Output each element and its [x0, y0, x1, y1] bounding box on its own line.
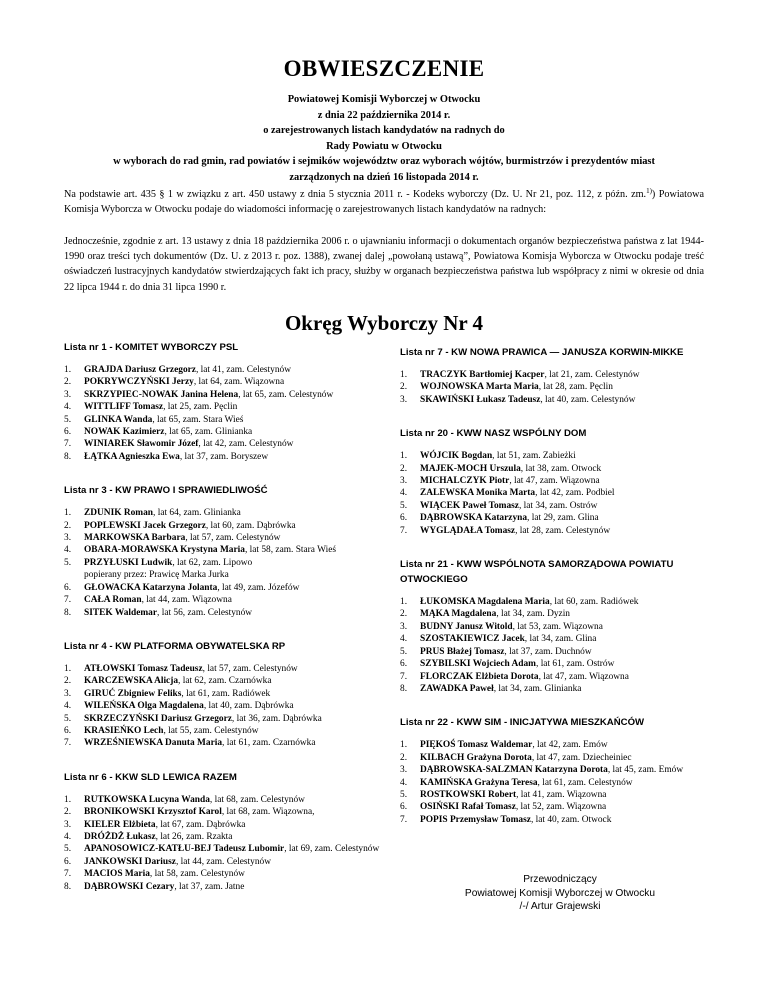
candidate-name: KAMIŃSKA Grażyna Teresa [420, 777, 538, 788]
candidate-name: WYGLĄDAŁA Tomasz [420, 525, 516, 536]
candidate-name: DĄBROWSKA Katarzyna [420, 513, 528, 524]
candidate-item [400, 381, 710, 393]
list-heading: Lista nr 1 - KOMITET WYBORCZY PSL [64, 342, 239, 353]
candidate-number: 2. [400, 463, 408, 474]
candidate-number: 8. [400, 683, 408, 694]
candidate-name: WINIAREK Sławomir Józef [84, 439, 199, 450]
candidate-item [64, 794, 384, 806]
candidate-item [64, 557, 384, 569]
candidate-item [64, 607, 384, 619]
candidate-details: , lat 68, zam. Celestynów [209, 794, 305, 805]
candidate-number: 5. [64, 713, 72, 724]
candidate-number: 2. [400, 609, 408, 620]
candidate-details: , lat 45, zam. Emów [607, 765, 684, 776]
candidate-number: 3. [64, 688, 72, 699]
subtitle-line: o zarejestrowanych listach kandydatów na radnych do [263, 125, 505, 136]
candidate-details: , lat 26, zam. Rzakta [155, 831, 233, 842]
candidate-number: 1. [64, 365, 72, 375]
candidates [400, 739, 710, 826]
candidate-name: ZALEWSKA Monika Marta [420, 488, 536, 499]
candidate-name: KIELER Elżbieta [84, 819, 156, 830]
candidate-name: TRACZYK Bartłomiej Kacper [420, 370, 545, 380]
candidate-name: ROSTKOWSKI Robert [420, 789, 517, 800]
candidate-item [64, 737, 384, 749]
candidate-item [400, 394, 710, 406]
candidate-details: , lat 58, zam. Stara Wieś [244, 545, 337, 556]
candidate-item [64, 856, 384, 868]
footnote-marker: 1) [646, 187, 652, 195]
candidate-item [400, 369, 710, 381]
signature-role: Przewodniczący [523, 874, 597, 885]
candidate-number: 2. [64, 520, 72, 531]
candidate-number: 1. [400, 597, 408, 608]
candidate-list [400, 345, 710, 406]
candidate-number: 3. [400, 476, 408, 487]
candidate-name: MICHALCZYK Piotr [420, 476, 510, 487]
candidate-name: NOWAK Kazimierz [84, 427, 165, 438]
candidate-item [64, 507, 384, 519]
candidates [64, 663, 384, 750]
candidate-name: PIĘKOŚ Tomasz Waldemar [420, 740, 533, 751]
candidate-item [64, 843, 384, 855]
candidate-details: , lat 21, zam. Celestynów [544, 370, 640, 380]
candidate-item [64, 688, 384, 700]
candidate-number: 5. [400, 789, 408, 800]
candidate-item [64, 868, 384, 880]
candidate-item [400, 525, 710, 537]
candidate-number: 4. [400, 488, 408, 499]
candidate-item [400, 801, 710, 813]
candidate-details: , lat 47, zam. Wiązowna [509, 476, 600, 487]
candidate-details: , lat 42, zam. Emów [532, 740, 608, 751]
candidate-name: WRZEŚNIEWSKA Danuta Maria [84, 738, 223, 749]
candidate-item [64, 582, 384, 594]
candidate-name: ZDUNIK Roman [84, 508, 154, 519]
candidate-details: , lat 34, zam. Glinianka [493, 683, 582, 694]
candidate-details: , lat 47, zam. Dziecheiniec [531, 752, 632, 763]
legal-basis-text: Na podstawie art. 435 § 1 w związku z art. 450 ustawy z dnia 5 stycznia 2011 r. - Kodeks wyborczy (Dz. U. Nr 21, poz. 112, z późn. zm. [64, 189, 647, 200]
candidate-item [64, 675, 384, 687]
candidate-list [64, 639, 384, 750]
candidate-name: BUDNY Janusz Witold [420, 621, 513, 632]
candidate-item [400, 671, 710, 683]
candidate-details: , lat 53, zam. Wiązowna [512, 621, 603, 632]
candidate-number: 6. [64, 856, 72, 867]
candidate-number: 6. [64, 427, 72, 438]
candidate-details: , lat 40, zam. Dąbrówka [203, 701, 294, 712]
candidate-list [400, 557, 710, 695]
candidate-details: , lat 64, zam. Wiązowna [193, 377, 285, 388]
district-title: Okręg Wyborczy Nr 4 [284, 311, 484, 335]
candidate-details: , lat 61, zam. Radiówek [181, 688, 271, 699]
candidate-item [64, 663, 384, 675]
candidate-item [400, 608, 710, 620]
candidate-number: 1. [64, 663, 72, 674]
candidate-details: , lat 57, zam. Celestynów [202, 663, 298, 674]
candidate-name: SKAWIŃSKI Łukasz Tadeusz [420, 394, 541, 405]
candidate-number: 7. [400, 814, 408, 825]
candidate-details: , lat 51, zam. Zabieżki [492, 451, 576, 462]
candidate-number: 2. [64, 676, 72, 687]
candidate-details: , lat 36, zam. Dąbrówka [231, 713, 322, 724]
candidate-details: , lat 52, zam. Wiązowna [515, 802, 607, 813]
candidate-name: POPLEWSKI Jacek Grzegorz [84, 520, 206, 531]
candidate-number: 3. [64, 389, 72, 400]
candidate-details: , lat 40, zam. Celestynów [540, 394, 636, 405]
candidate-item [400, 777, 710, 789]
candidate-details: , lat 68, zam. Wiązowna, [221, 807, 315, 818]
candidate-list [64, 340, 384, 463]
candidate-details: , lat 42, zam. Celestynów [198, 439, 294, 450]
candidate-number: 5. [64, 557, 72, 568]
candidate-number: 2. [400, 382, 408, 393]
subtitle-line: Powiatowej Komisji Wyborczej w Otwocku [287, 94, 481, 105]
candidate-number: 3. [64, 819, 72, 830]
candidate-name: GŁOWACKA Katarzyna Jolanta [84, 582, 218, 593]
candidate-details: , lat 44, zam. Wiązowna [141, 595, 232, 606]
candidate-number: 1. [400, 451, 408, 462]
candidate-name: MACIOS Maria [84, 869, 150, 880]
candidates [400, 450, 710, 537]
candidate-name: RUTKOWSKA Lucyna Wanda [84, 794, 210, 805]
candidate-number: 6. [64, 725, 72, 736]
candidate-number: 5. [400, 646, 408, 657]
candidate-item [400, 739, 710, 751]
candidate-name: APANOSOWICZ-KATŁU-BEJ Tadeusz Lubomir [84, 844, 285, 855]
legal-basis-text-end: ) Powiatowa Komisja Wyborcza w Otwocku podaje do wiadomości informację o zarejestrowanych listach kandydatów na radnych: [64, 189, 704, 216]
candidate-details: , lat 69, zam. Celestynów [284, 844, 380, 855]
candidate-name: KILBACH Grażyna Dorota [420, 752, 532, 763]
candidate-name: WÓJCIK Bogdan [420, 451, 493, 462]
candidates [400, 596, 710, 695]
candidate-details: , lat 61, zam. Czarnówka [222, 738, 316, 749]
candidate-number: 1. [400, 740, 408, 751]
candidate-details: , lat 34, zam. Glina [524, 634, 597, 645]
candidate-details: , lat 62, zam. Czarnówka [178, 676, 272, 687]
candidate-name: KRASIEŃKO Lech [84, 725, 164, 736]
candidates [64, 364, 384, 463]
candidate-name: BRONIKOWSKI Krzysztof Karol [84, 807, 222, 818]
candidate-name: ATŁOWSKI Tomasz Tadeusz [84, 663, 203, 674]
candidate-name: SKRZECZYŃSKI Dariusz Grzegorz [84, 713, 232, 724]
candidate-details: , lat 60, zam. Radiówek [549, 597, 639, 608]
candidate-number: 7. [64, 738, 72, 749]
candidate-name: SKRZYPIEC-NOWAK Janina Helena [84, 389, 239, 400]
candidate-name: POPIS Przemysław Tomasz [420, 814, 531, 825]
candidate-details: , lat 40, zam. Otwock [530, 814, 612, 825]
candidate-number: 4. [400, 634, 408, 645]
candidate-item [64, 376, 384, 388]
candidate-item [64, 532, 384, 544]
candidate-name: DRÓŻDŻ Łukasz [84, 831, 156, 842]
candidate-number: 3. [64, 533, 72, 544]
candidate-number: 7. [64, 595, 72, 606]
candidate-name: FLORCZAK Elżbieta Dorota [420, 671, 539, 682]
candidate-list [64, 770, 384, 893]
candidate-details: , lat 38, zam. Otwock [520, 463, 602, 474]
candidate-name: MAJEK-MOCH Urszula [420, 463, 521, 474]
candidates [64, 507, 384, 619]
candidates [400, 369, 710, 406]
candidate-name: SZOSTAKIEWICZ Jacek [420, 634, 525, 645]
candidate-number: 4. [400, 777, 408, 788]
candidate-number: 3. [400, 765, 408, 776]
candidate-list [64, 483, 384, 619]
candidate-item [64, 806, 384, 818]
candidate-details: , lat 34, zam. Dyzin [496, 609, 570, 620]
candidate-name: GLINKA Wanda [84, 414, 153, 425]
candidate-details: , lat 65, zam. Stara Wieś [152, 414, 244, 425]
candidate-name: CAŁA Roman [84, 595, 142, 606]
candidate-item [400, 683, 710, 695]
signature-name: /-/ Artur Grajewski [519, 901, 601, 912]
candidate-item [64, 819, 384, 831]
candidate-item [400, 814, 710, 826]
candidate-details: , lat 34, zam. Ostrów [518, 500, 598, 511]
candidate-item [400, 596, 710, 608]
subtitle-line: w wyborach do rad gmin, rad powiatów i sejmików województw oraz wyborach wójtów, burmistrzów i prezydentów miast [113, 156, 655, 167]
candidate-name: PRZYŁUSKI Ludwik [84, 557, 173, 568]
candidate-item [400, 752, 710, 764]
candidate-name: ŁUKOMSKA Magdalena Maria [420, 597, 550, 608]
candidate-item [64, 520, 384, 532]
candidate-number: 4. [64, 831, 72, 842]
candidate-details: , lat 29, zam. Glina [527, 513, 599, 524]
candidate-details: , lat 55, zam. Celestynów [163, 725, 259, 736]
list-heading: Lista nr 7 - KW NOWA PRAWICA — JANUSZA KORWIN-MIKKE [400, 347, 684, 358]
candidate-details: , lat 47, zam. Wiązowna [538, 671, 629, 682]
candidate-number: 8. [64, 451, 72, 462]
candidate-item [400, 633, 710, 645]
candidate-item [64, 414, 384, 426]
candidate-item [64, 544, 384, 556]
candidate-number: 4. [64, 402, 72, 413]
candidate-item [64, 426, 384, 438]
candidate-item [64, 881, 384, 893]
candidate-number: 2. [64, 377, 72, 388]
candidate-item [400, 658, 710, 670]
subtitle-line: zarządzonych na dzień 16 listopada 2014 r. [289, 171, 479, 183]
candidate-details: , lat 42, zam. Podbiel [535, 488, 615, 499]
candidate-number: 7. [64, 439, 72, 450]
candidate-details: , lat 41, zam. Wiązowna [516, 789, 607, 800]
candidate-number: 3. [400, 394, 408, 405]
candidate-number: 7. [400, 525, 408, 536]
list-heading: Lista nr 4 - KW PLATFORMA OBYWATELSKA RP [64, 640, 286, 652]
signature-institution: Powiatowej Komisji Wyborczej w Otwocku [464, 887, 656, 899]
candidate-details: , lat 37, zam. Duchnów [504, 646, 592, 657]
candidate-item [400, 475, 710, 487]
candidate-item [64, 389, 384, 401]
candidate-item [400, 621, 710, 633]
candidate-item [64, 713, 384, 725]
candidate-number: 4. [64, 545, 72, 556]
candidate-details: , lat 60, zam. Dąbrówka [205, 520, 296, 531]
candidate-number: 7. [64, 869, 72, 880]
candidate-name: WIĄCEK Paweł Tomasz [420, 500, 519, 511]
candidate-number: 5. [64, 844, 72, 855]
candidate-name: PRUS Błażej Tomasz [420, 646, 505, 657]
candidate-name: ZAWADKA Paweł [420, 683, 494, 694]
candidate-number: 6. [400, 659, 408, 670]
candidate-item [400, 487, 710, 499]
subtitle-line: Rady Powiatu w Otwocku [326, 140, 442, 152]
candidate-number: 5. [64, 414, 72, 425]
candidate-number: 1. [64, 508, 72, 519]
candidate-name: JANKOWSKI Dariusz [84, 856, 176, 867]
candidate-details: , lat 28, zam. Pęclin [538, 382, 613, 393]
candidate-item [64, 831, 384, 843]
candidate-number: 5. [400, 500, 408, 511]
candidate-item [64, 401, 384, 413]
candidate-name: WOJNOWSKA Marta Maria [420, 382, 539, 393]
list-heading: Lista nr 21 - KWW WSPÓLNOTA SAMORZĄDOWA POWIATU OTWOCKIEGO [400, 559, 674, 586]
candidate-details: , lat 62, zam. Lipowo [172, 557, 253, 568]
candidate-name: WITTLIFF Tomasz [84, 402, 164, 413]
candidate-name: DĄBROWSKA-SALZMAN Katarzyna Dorota [420, 765, 608, 776]
candidate-name: SITEK Waldemar [84, 607, 158, 618]
candidate-number: 1. [400, 370, 408, 380]
candidate-details: , lat 41, zam. Celestynów [195, 365, 291, 375]
candidate-number: 8. [64, 881, 72, 892]
candidate-name: ŁĄTKA Agnieszka Ewa [84, 451, 180, 462]
candidate-details: , lat 65, zam. Glinianka [164, 427, 253, 438]
candidate-number: 2. [400, 752, 408, 763]
candidate-details: , lat 61, zam. Celestynów [537, 777, 633, 788]
candidate-number: 8. [64, 607, 72, 618]
candidate-details: , lat 58, zam. Celestynów [149, 869, 245, 880]
candidate-number: 6. [400, 802, 408, 813]
candidate-details: , lat 37, zam. Jatne [174, 881, 245, 892]
candidate-name: WILEŃSKA Olga Magdalena [84, 701, 204, 712]
candidate-number: 6. [400, 513, 408, 524]
candidate-item [64, 438, 384, 450]
candidate-list [400, 715, 710, 826]
list-heading: Lista nr 3 - KW PRAWO I SPRAWIEDLIWOŚĆ [64, 485, 268, 497]
candidate-number: 4. [64, 701, 72, 712]
signature-block [440, 873, 680, 914]
candidate-name: DĄBROWSKI Cezary [84, 881, 175, 892]
document-title: OBWIESZCZENIE [283, 56, 485, 81]
candidate-details: , lat 65, zam. Celestynów [238, 389, 334, 400]
candidate-details: , lat 44, zam. Celestynów [175, 856, 271, 867]
candidate-item [400, 789, 710, 801]
candidate-details: , lat 67, zam. Dąbrówka [155, 819, 246, 830]
list-heading: Lista nr 20 - KWW NASZ WSPÓLNY DOM [400, 428, 587, 440]
candidate-details: , lat 57, zam. Celestynów [185, 533, 281, 544]
candidate-item [64, 700, 384, 712]
candidate-number: 2. [64, 807, 72, 818]
candidate-number: 7. [400, 671, 408, 682]
candidate-details: , lat 61, zam. Ostrów [536, 659, 615, 670]
candidate-item [400, 646, 710, 658]
candidate-name: GRAJDA Dariusz Grzegorz [84, 365, 196, 375]
candidate-details: , lat 37, zam. Boryszew [179, 451, 269, 462]
left-column-lists [64, 340, 384, 893]
candidate-name: SZYBILSKI Wojciech Adam [420, 659, 536, 670]
candidate-name: OBARA-MORAWSKA Krystyna Maria [84, 545, 245, 556]
subtitle-line: z dnia 22 października 2014 r. [317, 109, 451, 121]
candidate-item [64, 725, 384, 737]
candidate-name: MĄKA Magdalena [420, 609, 497, 620]
candidate-details: , lat 64, zam. Glinianka [153, 508, 241, 519]
candidate-number: 6. [64, 582, 72, 593]
candidate-number: 1. [64, 794, 72, 805]
candidate-support-note: popierany przez: Prawicę Marka Jurka [84, 570, 229, 581]
candidate-details: , lat 28, zam. Celestynów [515, 525, 611, 536]
candidate-details: , lat 56, zam. Celestynów [157, 607, 253, 618]
legal-basis-paragraph [64, 184, 704, 217]
candidate-item [400, 512, 710, 524]
candidate-name: GIRUĆ Zbigniew Feliks [84, 688, 182, 699]
list-heading: Lista nr 6 - KKW SLD LEWICA RAZEM [64, 771, 237, 783]
candidate-item [400, 463, 710, 475]
candidate-details: , lat 49, zam. Józefów [217, 582, 300, 593]
candidate-list [400, 426, 710, 537]
candidate-details: , lat 25, zam. Pęclin [163, 402, 238, 413]
candidate-number: 3. [400, 621, 408, 632]
document-subtitle [40, 92, 728, 185]
lustration-paragraph: Jednocześnie, zgodnie z art. 13 ustawy z dnia 18 października 2006 r. o ujawnianiu informacji o dokumentach organów bezpieczeństwa państwa z lat 1944-1990 oraz treści tych dokumentów (Dz. U. z 2013 r. poz. 1388), zwanej dalej „powołaną ustawą”, Powiatowa Komisja Wyborcza w Otwocku podaje treść oświadczeń lustracyjnych kandydatów stwierdzających fakt ich pracy, służby w organach bezpieczeństwa państwa lub współpracy z nimi w okresie od dnia 22 lipca 1944 r. do dnia 31 lipca 1990 r. [64, 236, 704, 293]
candidate-item [64, 364, 384, 376]
list-heading: Lista nr 22 - KWW SIM - INICJATYWA MIESZKAŃCÓW [400, 717, 645, 729]
candidate-name: OSIŃSKI Rafał Tomasz [420, 802, 516, 813]
candidate-item [400, 450, 710, 462]
candidate-item [400, 764, 710, 776]
candidate-item [400, 500, 710, 512]
candidate-name: MARKOWSKA Barbara [84, 533, 186, 544]
candidates [64, 794, 384, 893]
candidate-name: KARCZEWSKA Alicja [84, 676, 179, 687]
candidate-item [64, 594, 384, 606]
right-column-lists [400, 345, 710, 826]
candidate-name: POKRYWCZYŃSKI Jerzy [84, 377, 194, 388]
candidate-item [64, 451, 384, 463]
